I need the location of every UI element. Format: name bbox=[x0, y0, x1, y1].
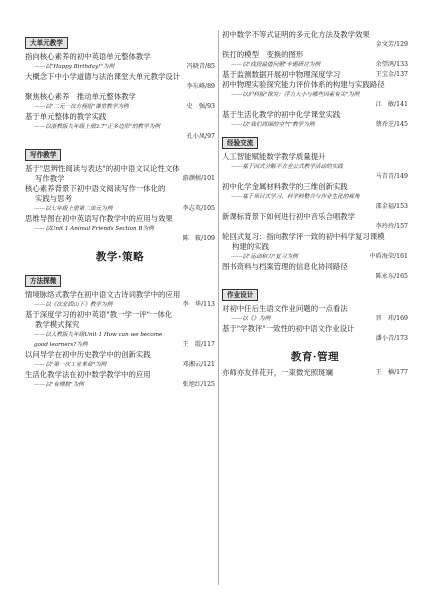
section-label: 作业设计 bbox=[222, 289, 258, 301]
toc-entry[interactable] bbox=[25, 184, 215, 214]
entry-title: 对初中任后生语文作业问题的一点看法 bbox=[222, 304, 348, 313]
toc-entry[interactable] bbox=[222, 30, 408, 50]
entry-title-continued: 实践与思考 bbox=[35, 194, 72, 203]
entry-title: 生活化教学法在初中数学教学中的应用 bbox=[25, 370, 151, 379]
entry-author-page: 晋 玮/169 bbox=[375, 315, 408, 322]
entry-author-page: 潘小青/173 bbox=[375, 335, 408, 342]
entry-title: 初中物理实验探究能力评价体系的构建与实践路径 bbox=[222, 80, 385, 89]
entry-subtitle: ——以"Happy Birthday!"为例 bbox=[34, 64, 115, 70]
entry-title: 基于"思辨性阅读与表达"的初中语文议论性文体 bbox=[25, 164, 180, 173]
entry-title: 初中化学金属材料教学的三维创新实践 bbox=[222, 182, 348, 191]
entry-subtitle: ——以"有理数"为例 bbox=[34, 382, 84, 388]
entry-author-page: 江 敏/141 bbox=[375, 101, 408, 108]
column-divider bbox=[218, 30, 219, 585]
entry-author-page: 李 华/113 bbox=[182, 301, 215, 308]
entry-author-page: 王宝金/137 bbox=[375, 71, 408, 78]
entry-title: 以问导学在初中历史教学中的创新实践 bbox=[25, 350, 151, 359]
entry-title: 基于生活化教学的初中化学课堂实践 bbox=[222, 110, 341, 119]
entry-title-continued: 构建的实践 bbox=[232, 242, 269, 251]
toc-entry[interactable] bbox=[222, 324, 408, 344]
entry-title: 大概念下中小学道德与法治课堂大单元教学设计 bbox=[25, 72, 181, 81]
entry-title: 轮回式复习：指向教学评一致的初中科学复习课模 bbox=[222, 232, 385, 241]
entry-title: 图书资料与档案管理的信息化协同路径 bbox=[222, 262, 348, 271]
entry-author-page: 史 强/93 bbox=[186, 103, 215, 110]
toc-entry[interactable] bbox=[222, 152, 408, 182]
entry-title: 思维导图在初中英语写作教学中的应用与效果 bbox=[25, 214, 173, 223]
entry-title: 人工智能赋能数学教学质量提升 bbox=[222, 152, 326, 161]
section-label: 大单元教学 bbox=[25, 37, 68, 49]
toc-entry[interactable] bbox=[25, 214, 215, 244]
entry-author-page: 王 霞/117 bbox=[182, 341, 215, 348]
entry-author-page: 李志英/105 bbox=[182, 205, 215, 212]
entry-subtitle: ——以《》为例 bbox=[231, 316, 271, 322]
toc-entry[interactable] bbox=[25, 370, 215, 390]
toc-entry[interactable] bbox=[222, 304, 408, 324]
toc-entry[interactable] bbox=[222, 232, 408, 262]
entry-subtitle: ——以浙教版九年级上册3.7"正多边形"的教学为例 bbox=[34, 124, 160, 130]
entry-subtitle: ——基于项目式学习、科学料整合与作业生化的视角 bbox=[231, 194, 360, 200]
toc-entry[interactable] bbox=[25, 350, 215, 370]
entry-subtitle: ——以"二元一次方程组"课堂教学为例 bbox=[34, 104, 129, 110]
toc-entry[interactable] bbox=[222, 212, 408, 232]
part-heading: 教学·策略 bbox=[95, 251, 145, 263]
toc-entry[interactable] bbox=[25, 310, 215, 350]
part-heading: 教育·管理 bbox=[290, 351, 340, 363]
toc-entry[interactable] bbox=[222, 262, 408, 282]
toc-entry[interactable] bbox=[222, 70, 408, 80]
entry-subtitle: ——以"我们周围的空气"教学为例 bbox=[231, 122, 315, 128]
entry-author-page: 张旭红/125 bbox=[182, 381, 215, 388]
toc-entry[interactable] bbox=[222, 80, 408, 110]
entry-title: 基于单元整体的教学实践 bbox=[25, 112, 107, 121]
left-column bbox=[25, 30, 215, 390]
toc-entry[interactable] bbox=[25, 52, 215, 72]
entry-title: 情境脉络式教学在初中语文古诗词教学中的应用 bbox=[25, 290, 181, 299]
entry-author-page: 冯晓青/85 bbox=[186, 63, 215, 70]
entry-author-page: 李玲玲/157 bbox=[375, 223, 408, 230]
toc-entry[interactable] bbox=[222, 182, 408, 212]
toc-entry[interactable] bbox=[222, 368, 408, 378]
entry-author-page: 邓湘云/121 bbox=[182, 361, 215, 368]
entry-author-page: 陈 筱/109 bbox=[182, 235, 215, 242]
entry-author-page: 金文芳/129 bbox=[375, 41, 408, 48]
entry-author-page: 李东峰/89 bbox=[186, 83, 215, 90]
entry-subtitle: ——以沪科版"探究：浮力大小与哪些因素有关"为例 bbox=[231, 92, 360, 98]
entry-author-page: 游颜榕/101 bbox=[182, 175, 215, 182]
entry-author-page: 余望鸿/133 bbox=[375, 61, 408, 68]
entry-title: 基于深度学习的初中英语"教一学一评"一体化 bbox=[25, 310, 173, 319]
entry-subtitle: ——以《次北固山下》教学为例 bbox=[34, 302, 113, 308]
entry-title: 亦师亦友伴花开，一束微光照斑斓 bbox=[222, 368, 333, 377]
entry-subtitle: ——以"第一次工业革命"为例 bbox=[34, 362, 107, 368]
entry-title: 核心素养背景下初中语文阅读写作一体化的 bbox=[25, 184, 166, 193]
entry-title: 铁打的模型 变换的图形 bbox=[222, 50, 304, 59]
right-column bbox=[222, 30, 408, 378]
entry-title-continued: 写作教学 bbox=[35, 174, 65, 183]
entry-author-page: 王 楠/177 bbox=[375, 369, 408, 376]
entry-subtitle-continued: good learners?为例 bbox=[34, 342, 88, 348]
entry-author-page: 陈永东/165 bbox=[375, 273, 408, 280]
entry-subtitle: ——以人教版九年级Unit 1 How can we become bbox=[34, 332, 163, 338]
toc-entry[interactable] bbox=[25, 92, 215, 112]
entry-author-page: 孔小凤/97 bbox=[186, 133, 215, 140]
entry-title: 聚焦核心素养 推动单元整体教学 bbox=[25, 92, 136, 101]
toc-entry[interactable] bbox=[25, 112, 215, 142]
section-label: 方法探微 bbox=[25, 275, 61, 287]
entry-author-page: 蔡乔芝/145 bbox=[375, 121, 408, 128]
toc-entry[interactable] bbox=[222, 110, 408, 130]
entry-subtitle: ——以"线段最值问题"专题研讨为例 bbox=[231, 62, 321, 68]
section-label: 写作教学 bbox=[25, 149, 61, 161]
section-label: 经验交流 bbox=[222, 137, 258, 149]
entry-subtitle: ——基于因式分解平方差公式教学活动的实践 bbox=[231, 164, 343, 170]
entry-title: 指向核心素养的初中英语单元整体教学 bbox=[25, 52, 151, 61]
entry-subtitle: ——以"运动和力"复习为例 bbox=[231, 254, 298, 260]
toc-entry[interactable] bbox=[25, 164, 215, 184]
entry-title: 初中数学不等式证明的多元化方法及教学效果 bbox=[222, 30, 370, 39]
entry-author-page: 马青青/149 bbox=[375, 173, 408, 180]
toc-entry[interactable] bbox=[222, 50, 408, 70]
entry-title: 新课标背景下如何进行初中音乐合唱教学 bbox=[222, 212, 356, 221]
entry-title: 基于监测数据开展初中物理深度学习 bbox=[222, 70, 341, 79]
toc-entry[interactable] bbox=[25, 72, 215, 92]
entry-author-page: 邵金福/153 bbox=[375, 203, 408, 210]
entry-subtitle: ——以七年级上册第二单元为例 bbox=[34, 206, 113, 212]
entry-author-page: 中盾海荣/161 bbox=[369, 253, 408, 260]
entry-title: 基于"学教评"一致性的初中语文作业设计 bbox=[222, 324, 355, 333]
entry-title-continued: 教学模式探究 bbox=[35, 320, 80, 329]
toc-entry[interactable] bbox=[25, 290, 215, 310]
entry-subtitle: ——以Unit 1 Animal Friends Section B为例 bbox=[34, 226, 154, 232]
